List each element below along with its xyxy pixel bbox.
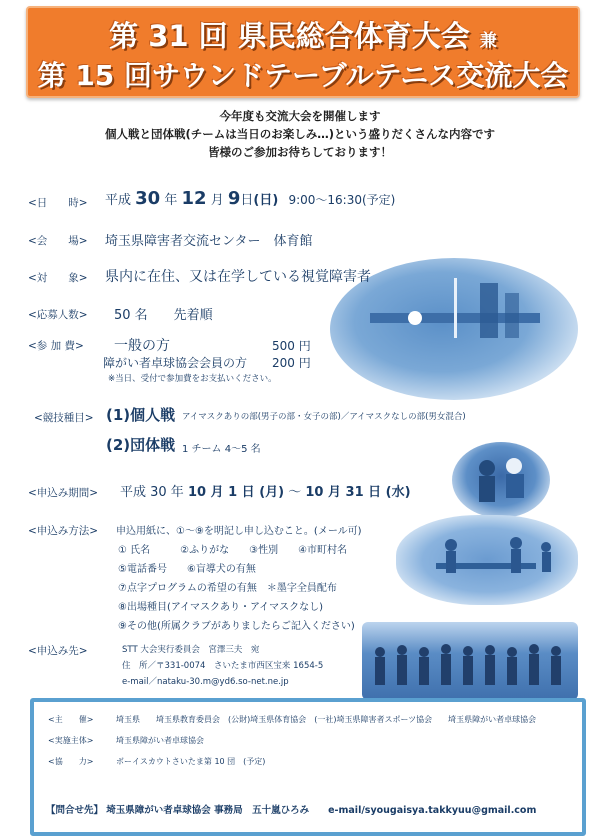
footer-box bbox=[30, 698, 586, 836]
footer-contact: 【問合せ先】 埼玉県障がい者卓球協会 事務局 五十嵐ひろみ e-mail/syougaisya.takkyuu@gmail.com bbox=[46, 805, 537, 816]
photo-gym bbox=[396, 515, 578, 605]
method-label: <申込み方法> bbox=[28, 525, 99, 537]
target-label: <対 象> bbox=[28, 272, 88, 284]
footer-host-value: 埼玉県障がい者卓球協会 bbox=[116, 736, 204, 745]
photo-group bbox=[362, 622, 578, 700]
method-item-2: ⑤電話番号 ⑥盲導犬の有無 bbox=[118, 564, 256, 575]
period-value: 平成 30 年 10 月 1 日 (月) ～ 10 月 31 日 (水) bbox=[120, 485, 411, 500]
venue-value: 埼玉県障害者交流センター 体育館 bbox=[105, 234, 313, 249]
destination-email: e-mail／nataku-30.m@yd6.so-net.ne.jp bbox=[122, 677, 289, 687]
intro-line-1: 今年度も交流大会を開催します bbox=[219, 109, 381, 123]
method-item-4: ⑧出場種目(アイマスクあり・アイマスクなし) bbox=[118, 602, 323, 613]
fee-label: <参 加 費> bbox=[28, 340, 84, 352]
photo-group-figure bbox=[362, 622, 578, 700]
event-team: (2)団体戦 bbox=[106, 436, 176, 454]
footer-organizer-value: 埼玉県 埼玉県教育委員会 (公財)埼玉県体育協会 (一社)埼玉県障害者スポーツ協会 埼玉県障がい者卓球協会 bbox=[116, 715, 537, 724]
events-label: <競技種目> bbox=[34, 412, 94, 424]
method-item-1: ① 氏名 ②ふりがな ③性別 ④市町村名 bbox=[118, 545, 348, 556]
intro-line-2: 個人戦と団体戦(チームは当日のお楽しみ…)という盛りだくさんな内容です bbox=[104, 127, 495, 141]
photo-players bbox=[452, 442, 550, 518]
title-line-2: 第 15 回サウンドテーブルテニス交流大会 bbox=[37, 59, 569, 92]
footer-organizer-label: <主 催> bbox=[48, 715, 94, 724]
footer-support-label: <協 力> bbox=[48, 757, 94, 766]
footer-host-label: <実施主体> bbox=[48, 736, 94, 745]
date-label: <日 時> bbox=[28, 197, 88, 209]
destination-org: STT 大会実行委員会 宮澤三夫 宛 bbox=[122, 645, 260, 655]
method-intro: 申込用紙に、①～⑨を明記し申し込むこと。(メール可) bbox=[116, 526, 362, 537]
footer-support-value: ボーイスカウトさいたま第 10 団 (予定) bbox=[116, 757, 266, 766]
target-value: 県内に在住、又は在学している視覚障害者 bbox=[105, 269, 371, 285]
destination-address: 住 所／〒331-0074 さいたま市西区宝来 1654-5 bbox=[122, 661, 324, 671]
period-label: <申込み期間> bbox=[28, 487, 99, 499]
fee-member-price: 200 円 bbox=[272, 356, 311, 370]
title-line-1: 第 31 回 県民総合体育大会 兼 bbox=[109, 19, 497, 53]
destination-label: <申込み先> bbox=[28, 645, 88, 657]
capacity-label: <応募人数> bbox=[28, 309, 88, 321]
photo-gym-figure bbox=[396, 515, 578, 605]
event-team-desc: 1 チーム 4～5 名 bbox=[182, 444, 261, 455]
photo-players-figure bbox=[452, 442, 550, 518]
fee-note: ※当日、受付で参加費をお支払いください。 bbox=[108, 374, 277, 384]
capacity-value: 50 名 先着順 bbox=[114, 308, 213, 323]
fee-general: 一般の方 bbox=[114, 338, 170, 354]
intro-line-3: 皆様のご参加お待ちしております！ bbox=[208, 145, 392, 159]
event-individual: (1)個人戦 bbox=[106, 406, 176, 424]
title-banner bbox=[26, 6, 580, 98]
date-value: 平成 30 年 12 月 9日(日) 9:00～16:30(予定) bbox=[105, 188, 396, 209]
venue-label: <会 場> bbox=[28, 235, 88, 247]
method-item-5: ⑨その他(所属クラブがありましたらご記入ください) bbox=[118, 621, 355, 632]
fee-member: 障がい者卓球協会会員の方 bbox=[103, 356, 248, 370]
event-individual-desc: アイマスクありの部(男子の部・女子の部)／アイマスクなしの部(男女混合) bbox=[182, 412, 466, 422]
method-item-3: ⑦点字プログラムの希望の有無 ＊墨字全員配布 bbox=[118, 583, 337, 594]
fee-general-price: 500 円 bbox=[272, 339, 311, 353]
